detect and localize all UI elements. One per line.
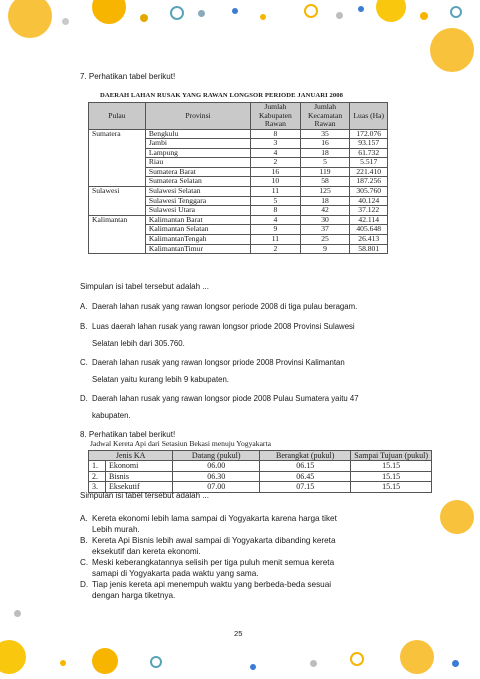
cell-kec: 18 <box>300 148 350 158</box>
option-text: eksekutif dan kereta ekonomi. <box>92 547 201 556</box>
cell-pulau: Sulawesi <box>89 187 146 216</box>
cell-berangkat: 07.15 <box>260 482 351 492</box>
answer-option[interactable] <box>80 358 440 385</box>
cell-kab: 4 <box>251 215 301 225</box>
cell-luas: 221.410 <box>350 167 388 177</box>
option-label: D. <box>80 394 88 403</box>
cell-kec: 58 <box>300 177 350 187</box>
question-8-heading: 8. Perhatikan tabel berikut! <box>80 430 176 439</box>
cell-luas: 58.801 <box>350 244 388 254</box>
option-label: B. <box>80 322 88 331</box>
cell-no: 3. <box>89 482 106 492</box>
cell-kec: 119 <box>300 167 350 177</box>
cell-prov: Sulawesi Utara <box>145 206 250 216</box>
column-header: Provinsi <box>145 103 250 130</box>
cell-luas: 40.124 <box>350 196 388 206</box>
option-text: Daerah lahan rusak yang rawan longsor priode 2008 Provinsi Kalimantan <box>92 358 345 367</box>
cell-kec: 25 <box>300 235 350 245</box>
orange-circle-icon <box>400 640 434 674</box>
cell-berangkat: 06.45 <box>260 471 351 481</box>
table-row <box>89 187 388 197</box>
small-dot-icon <box>60 660 66 666</box>
option-text: Lebih murah. <box>92 525 140 534</box>
column-header: Jumlah Kecamatan Rawan <box>300 103 350 130</box>
cell-kab: 3 <box>251 139 301 149</box>
option-label: B. <box>80 536 88 545</box>
answer-option[interactable] <box>80 579 440 601</box>
option-text: Luas daerah lahan rusak yang rawan longsor priode 2008 Provinsi Sulawesi <box>92 322 355 331</box>
cell-kab: 8 <box>251 206 301 216</box>
table-title: DAERAH LAHAN RUSAK YANG RAWAN LONGSOR PERIODE JANUARI 2008 <box>100 92 344 99</box>
column-header: Berangkat (pukul) <box>260 451 351 461</box>
cell-kab: 16 <box>251 167 301 177</box>
cell-luas: 26.413 <box>350 235 388 245</box>
table-row <box>89 215 388 225</box>
cell-prov: Bengkulu <box>145 129 250 139</box>
cell-jenis: Bisnis <box>106 471 173 481</box>
answer-option[interactable] <box>80 322 440 349</box>
cell-luas: 172.076 <box>350 129 388 139</box>
cell-kab: 4 <box>251 148 301 158</box>
cell-kab: 11 <box>251 187 301 197</box>
cell-kec: 5 <box>300 158 350 168</box>
small-dot-icon <box>232 8 238 14</box>
small-dot-icon <box>62 18 69 25</box>
train-schedule-table <box>88 450 432 493</box>
option-label: A. <box>80 302 88 311</box>
orange-circle-icon <box>430 28 474 72</box>
option-text: Daerah lahan rusak yang rawan longsor piode 2008 Pulau Sumatera yaitu 47 <box>92 394 359 403</box>
cell-prov: Riau <box>145 158 250 168</box>
cell-kec: 18 <box>300 196 350 206</box>
cell-luas: 93.157 <box>350 139 388 149</box>
cell-pulau: Sumatera <box>89 129 146 187</box>
cell-luas: 37.122 <box>350 206 388 216</box>
cell-prov: Sumatera Barat <box>145 167 250 177</box>
option-text: Selatan lebih dari 305.760. <box>92 339 185 348</box>
cell-prov: KalimantanTengah <box>145 235 250 245</box>
cell-kab: 2 <box>251 244 301 254</box>
cell-kec: 37 <box>300 225 350 235</box>
answer-option[interactable] <box>80 557 440 579</box>
option-text: Meski keberangkatannya selisih per tiga puluh menit semua kereta <box>92 558 335 567</box>
option-label: D. <box>80 580 89 589</box>
question-7-prompt: Simpulan isi tabel tersebut adalah ... <box>80 282 209 291</box>
cell-prov: Lampung <box>145 148 250 158</box>
cell-kec: 35 <box>300 129 350 139</box>
cell-no: 1. <box>89 461 106 471</box>
orange-circle-icon <box>440 500 474 534</box>
column-header: Pulau <box>89 103 146 130</box>
small-dot-icon <box>260 14 266 20</box>
cell-luas: 5.517 <box>350 158 388 168</box>
cell-jenis: Eksekutif <box>106 482 173 492</box>
ring-icon <box>170 6 184 20</box>
column-header: Jenis KA <box>89 451 173 461</box>
answer-option[interactable] <box>80 513 440 535</box>
option-text: Daerah lahan rusak yang rawan longsor periode 2008 di tiga pulau beragam. <box>92 302 358 311</box>
option-text: kabupaten. <box>92 411 131 420</box>
question-8-prompt: Simpulan isi tabel tersebut adalah ... <box>80 491 209 500</box>
column-header: Sampai Tujuan (pukul) <box>351 451 432 461</box>
ring-icon <box>304 4 318 18</box>
cell-kab: 8 <box>251 129 301 139</box>
option-label: C. <box>80 358 88 367</box>
option-text: Tiap jenis kereta api menempuh waktu yang berbeda-beda sesuai <box>92 580 332 589</box>
ring-icon <box>150 656 162 668</box>
cell-kec: 9 <box>300 244 350 254</box>
cell-sampai: 15.15 <box>351 471 432 481</box>
table-header-row <box>89 451 432 461</box>
cell-luas: 405.648 <box>350 225 388 235</box>
small-dot-icon <box>14 610 21 617</box>
cell-prov: Sulawesi Selatan <box>145 187 250 197</box>
option-text: Kereta Api Bisnis lebih awal sampai di Yogyakarta dibanding kereta <box>92 536 336 545</box>
option-text: Selatan yaitu kurang lebih 9 kabupaten. <box>92 375 229 384</box>
column-header: Luas (Ha) <box>350 103 388 130</box>
landslide-table <box>88 102 388 254</box>
small-dot-icon <box>336 12 343 19</box>
orange-circle-icon <box>92 0 126 24</box>
small-dot-icon <box>250 664 256 670</box>
table-header-row <box>89 103 388 130</box>
orange-circle-icon <box>92 648 118 674</box>
cell-prov: Sulawesi Tenggara <box>145 196 250 206</box>
cell-prov: Kalimantan Selatan <box>145 225 250 235</box>
answer-option[interactable] <box>80 394 440 421</box>
cell-jenis: Ekonomi <box>106 461 173 471</box>
option-label: A. <box>80 514 88 523</box>
cell-luas: 187.256 <box>350 177 388 187</box>
small-dot-icon <box>452 660 459 667</box>
option-label: C. <box>80 558 89 567</box>
cell-kab: 2 <box>251 158 301 168</box>
cell-prov: KalimantanTimur <box>145 244 250 254</box>
small-dot-icon <box>140 14 148 22</box>
cell-sampai: 15.15 <box>351 461 432 471</box>
option-text: dengan harga tiketnya. <box>92 591 176 600</box>
cell-prov: Kalimantan Barat <box>145 215 250 225</box>
table-row <box>89 461 432 471</box>
small-dot-icon <box>198 10 205 17</box>
cell-datang: 07.00 <box>173 482 260 492</box>
cell-kec: 125 <box>300 187 350 197</box>
cell-kab: 9 <box>251 225 301 235</box>
column-header: Jumlah Kabupaten Rawan <box>251 103 301 130</box>
table-row <box>89 129 388 139</box>
cell-no: 2. <box>89 471 106 481</box>
cell-datang: 06.00 <box>173 461 260 471</box>
small-dot-icon <box>310 660 317 667</box>
cell-kab: 5 <box>251 196 301 206</box>
orange-circle-icon <box>376 0 406 22</box>
table-title: Jadwal Kereta Api dari Setasiun Bekasi menuju Yogyakarta <box>90 439 271 448</box>
ring-icon <box>350 652 364 666</box>
cell-kec: 16 <box>300 139 350 149</box>
cell-prov: Sumatera Selatan <box>145 177 250 187</box>
cell-pulau: Kalimantan <box>89 215 146 253</box>
page-number: 25 <box>234 629 243 638</box>
question-7-heading: 7. Perhatikan tabel berikut! <box>80 72 176 81</box>
cell-kec: 42 <box>300 206 350 216</box>
cell-luas: 305.760 <box>350 187 388 197</box>
small-dot-icon <box>420 12 428 20</box>
cell-datang: 06.30 <box>173 471 260 481</box>
cell-sampai: 15.15 <box>351 482 432 492</box>
cell-luas: 61.732 <box>350 148 388 158</box>
option-text: Kereta ekonomi lebih lama sampai di Yogyakarta karena harga tiket <box>92 514 337 523</box>
small-dot-icon <box>358 6 364 12</box>
orange-circle-icon <box>8 0 52 38</box>
answer-option[interactable] <box>80 302 440 312</box>
cell-luas: 42.114 <box>350 215 388 225</box>
cell-berangkat: 06.15 <box>260 461 351 471</box>
answer-option[interactable] <box>80 535 440 557</box>
orange-circle-icon <box>0 640 26 674</box>
option-text: samapi di Yogyakarta pada waktu yang sama. <box>92 569 259 578</box>
ring-icon <box>450 6 462 18</box>
cell-prov: Jambi <box>145 139 250 149</box>
column-header: Datang (pukul) <box>173 451 260 461</box>
cell-kab: 11 <box>251 235 301 245</box>
cell-kec: 30 <box>300 215 350 225</box>
cell-kab: 10 <box>251 177 301 187</box>
table-row <box>89 471 432 481</box>
